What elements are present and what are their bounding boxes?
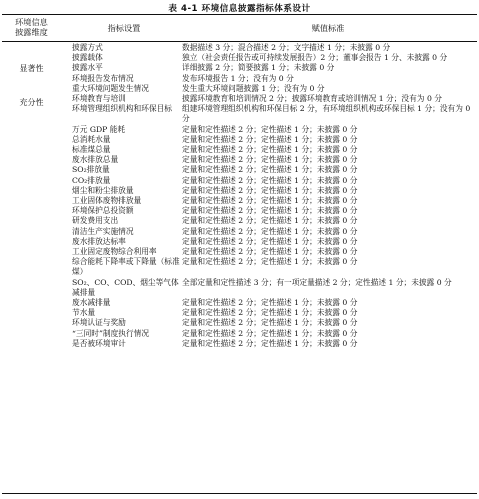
indicator-cell: 重大环境问题发生情况 — [72, 83, 149, 93]
indicator-cell: 是否被环境审计 — [72, 338, 126, 348]
indicator-cell: 环境管理组织机构和环保目标 — [72, 104, 172, 114]
indicator-cell: “三同时”制度执行情况 — [72, 328, 150, 338]
indicator-cell: 万元 GDP 能耗 — [72, 124, 126, 134]
standard-cell: 定量和定性描述 2 分；定性描述 1 分；未披露 0 分 — [182, 206, 358, 216]
standard-cell: 定量和定性描述 2 分；定性描述 1 分；未披露 0 分 — [182, 257, 358, 267]
table-body — [0, 43, 479, 349]
standard-cell: 定量和定性描述 2 分；定性描述 1 分；未披露 0 分 — [182, 226, 358, 236]
indicator-cell: 废水排放达标率 — [72, 236, 126, 246]
table-row — [0, 125, 479, 135]
indicator-cell: 总消耗水量 — [72, 134, 111, 144]
indicator-cell: 烟尘和粉尘排放量 — [72, 185, 134, 195]
standard-cell: 定量和定性描述 2 分；定性描述 1 分；未披露 0 分 — [182, 247, 358, 257]
table-bottom-rule — [2, 493, 477, 494]
standard-cell: 定量和定性描述 2 分；定性描述 1 分；未披露 0 分 — [182, 185, 358, 195]
standard-cell: 独立（社会责任报告或可持续发展报告）2 分；董事会报告 1 分、未披露 0 分 — [182, 53, 448, 63]
table-row — [0, 257, 479, 277]
standard-cell: 定量和定性描述 2 分；定性描述 1 分；未披露 0 分 — [182, 165, 358, 175]
table-caption: 表 4-1 环境信息披露指标体系设计 — [168, 4, 311, 14]
table-row — [0, 104, 479, 124]
table-row — [0, 298, 479, 308]
dimension-label-salience: 显著性 — [19, 64, 44, 73]
indicator-cell: 披露水平 — [72, 63, 103, 73]
standard-cell: 定量和定性描述 2 分；定性描述 1 分；未披露 0 分 — [182, 145, 358, 155]
standard-cell: 披露环境教育和培训情况 2 分；披露环境教育或培训情况 1 分；没有为 0 分 — [182, 94, 442, 104]
standard-cell: 定量和定性描述 2 分；定性描述 1 分；未披露 0 分 — [182, 338, 358, 348]
standard-cell: 数据描述 3 分；混合描述 2 分；文字描述 1 分；未披露 0 分 — [182, 43, 391, 52]
indicator-cell: 工业固体废物排放量 — [72, 196, 142, 206]
standard-cell: 定量和定性描述 2 分；定性描述 1 分；未披露 0 分 — [182, 124, 358, 134]
table-top-rule — [2, 14, 477, 15]
standard-cell: 定量和定性描述 2 分；定性描述 1 分；未披露 0 分 — [182, 298, 358, 308]
indicator-cell: 披露方式 — [72, 43, 103, 52]
table-row — [0, 155, 479, 165]
table-row — [0, 227, 479, 237]
table-row — [0, 145, 479, 155]
table-row — [0, 186, 479, 196]
indicator-cell: 研发费用支出 — [72, 216, 119, 226]
table-row — [0, 237, 479, 247]
indicator-cell: CO₂排放量 — [72, 175, 111, 185]
table-row — [0, 278, 479, 298]
indicator-cell: 废水减排量 — [72, 298, 111, 308]
standard-cell: 定量和定性描述 2 分；定性描述 1 分；未披露 0 分 — [182, 134, 358, 144]
table-row — [0, 308, 479, 318]
header-dimension: 环境信息 披露维度 — [15, 17, 48, 37]
standard-cell: 全部定量和定性描述 3 分；有一项定量描述 2 分；定性描述 1 分；未披露 0 分 — [182, 277, 452, 287]
dimension-label-sufficiency: 充分性 — [19, 98, 44, 107]
indicator-cell: SO₂排放量 — [72, 165, 110, 175]
table-row — [0, 135, 479, 145]
standard-cell: 定量和定性描述 2 分；定性描述 1 分；未披露 0 分 — [182, 328, 358, 338]
header-standard: 赋值标准 — [311, 23, 345, 33]
standard-cell: 详细披露 2 分；简要披露 1 分；未披露 0 分 — [182, 63, 335, 73]
table-row — [0, 329, 479, 339]
indicator-cell: 废水排放总量 — [72, 155, 119, 165]
table-row — [0, 247, 479, 257]
indicator-cell: 环境教育与培训 — [72, 94, 126, 104]
indicator-cell: 环境报告发布情况 — [72, 73, 134, 83]
table-row — [0, 165, 479, 175]
standard-cell: 定量和定性描述 2 分；定性描述 1 分；未披露 0 分 — [182, 236, 358, 246]
standard-cell: 定量和定性描述 2 分；定性描述 1 分；未披露 0 分 — [182, 196, 358, 206]
indicator-cell: 清洁生产实施情况 — [72, 226, 134, 236]
table-row — [0, 339, 479, 349]
standard-cell: 组建环境管理组织机构和环保目标 2 分，有环境组织机构或环保目标 1 分；没有为 0 分 — [182, 104, 471, 124]
header-indicator: 指标设置 — [107, 23, 141, 33]
indicator-cell: 工业固定废物综合利用率 — [72, 247, 157, 257]
table-row — [0, 196, 479, 206]
table-row — [0, 53, 479, 63]
table-row — [0, 216, 479, 226]
standard-cell: 定量和定性描述 2 分；定性描述 1 分；未披露 0 分 — [182, 216, 358, 226]
standard-cell: 定量和定性描述 2 分；定性描述 1 分；未披露 0 分 — [182, 175, 358, 185]
standard-cell: 定量和定性描述 2 分；定性描述 1 分；未披露 0 分 — [182, 155, 358, 165]
indicator-cell: 节水量 — [72, 308, 96, 318]
indicator-cell: 环境保护总投资额 — [72, 206, 134, 216]
standard-cell: 定量和定性描述 2 分；定性描述 1 分；未披露 0 分 — [182, 308, 358, 318]
table-row — [0, 63, 479, 73]
table-header-rule — [2, 41, 477, 42]
standard-cell: 发布环境报告 1 分；没有为 0 分 — [182, 73, 294, 83]
table-row — [0, 43, 479, 53]
table-row — [0, 84, 479, 94]
standard-cell: 定量和定性描述 2 分；定性描述 1 分；未披露 0 分 — [182, 318, 358, 328]
table-row — [0, 318, 479, 328]
table-row — [0, 74, 479, 84]
indicator-cell: 综合能耗下降率或下降量（标准煤） — [72, 257, 180, 277]
indicator-cell: SO₂、CO、COD、烟尘等气体减排量 — [72, 277, 179, 297]
indicator-cell: 标准煤总量 — [72, 145, 111, 155]
table-row — [0, 206, 479, 216]
table-row — [0, 94, 479, 104]
standard-cell: 发生重大环境问题披露 1 分；没有为 0 分 — [182, 83, 325, 93]
indicator-cell: 环境认证与奖励 — [72, 318, 126, 328]
table-row — [0, 176, 479, 186]
indicator-cell: 披露载体 — [72, 53, 103, 63]
